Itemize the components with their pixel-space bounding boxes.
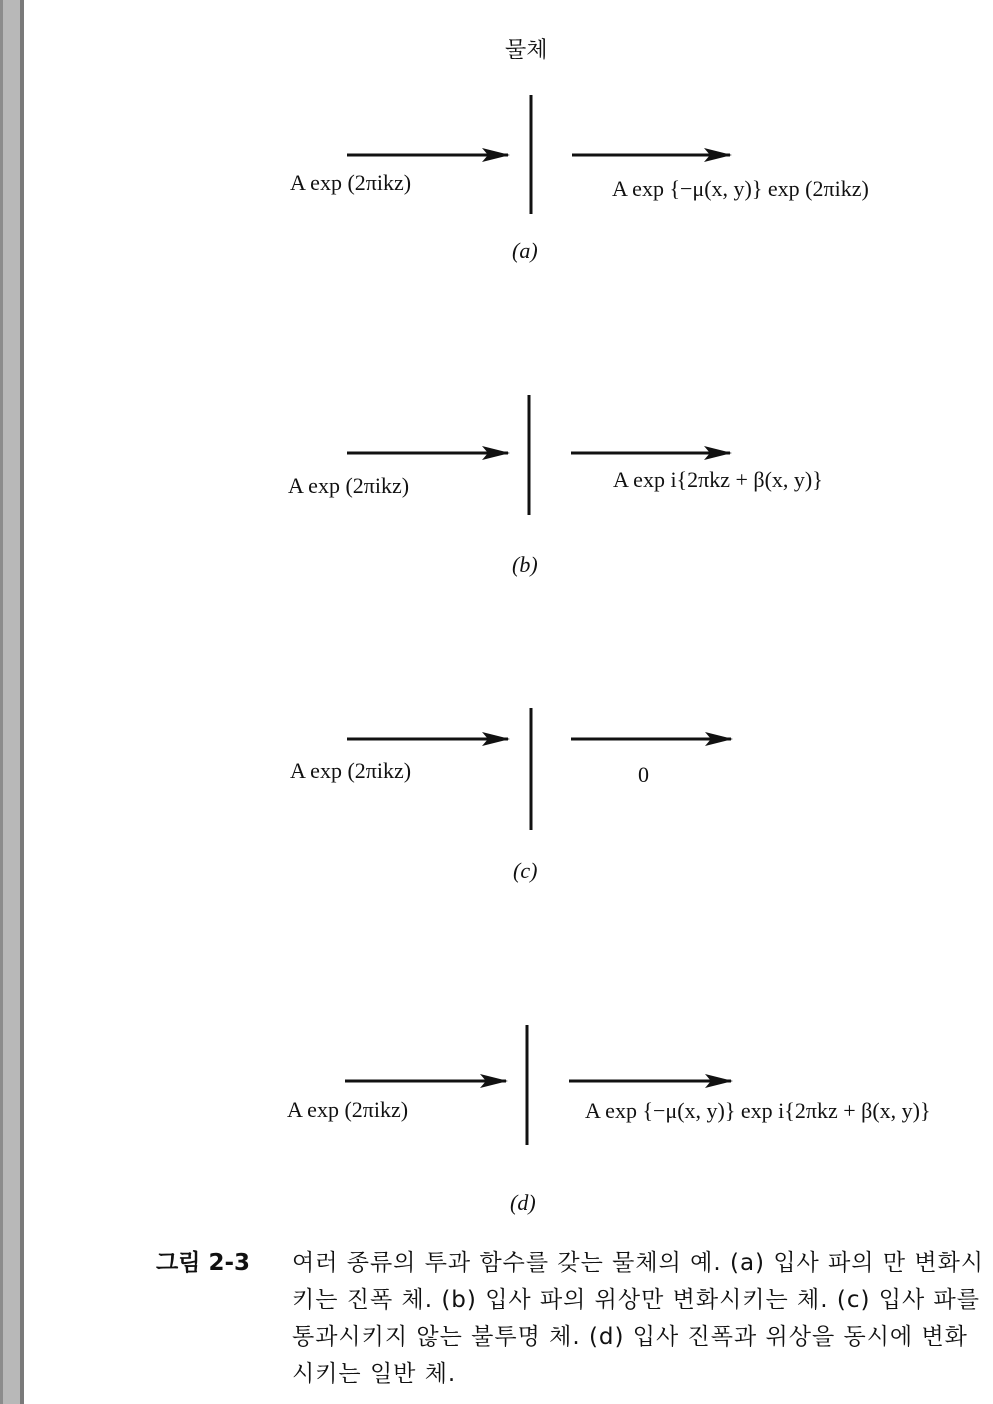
output-wave-label-b: A exp i{2πkz + β(x, y)}	[613, 467, 823, 492]
input-wave-label-a: A exp (2πikz)	[290, 170, 412, 195]
panel-d	[345, 1025, 731, 1145]
panel-tag-a: (a)	[512, 238, 538, 263]
input-wave-label-c: A exp (2πikz)	[290, 758, 412, 783]
output-wave-label-c: 0	[638, 762, 649, 787]
panel-tag-d: (d)	[510, 1190, 536, 1215]
figure-number: 그림 2-3	[156, 1250, 250, 1276]
input-wave-label-d: A exp (2πikz)	[287, 1097, 409, 1122]
object-heading: 물체	[505, 38, 548, 63]
panel-tag-b: (b)	[512, 552, 538, 577]
panel-tag-c: (c)	[513, 858, 538, 883]
input-wave-label-b: A exp (2πikz)	[288, 473, 410, 498]
output-wave-label-d: A exp {−μ(x, y)} exp i{2πkz + β(x, y)}	[585, 1098, 931, 1123]
caption-text: 여러 종류의 투과 함수를 갖는 물체의 예. (a) 입사 파의 만 변화시키는 진폭 체. (b) 입사 파의 위상만 변화시키는 체. (c) 입사 파를 통과시키지 않는 불투명 체. (d) 입사 진폭과 위상을 동시에 변화시키는 일반 체.	[292, 1250, 985, 1387]
output-wave-label-a: A exp {−μ(x, y)} exp (2πikz)	[612, 176, 869, 201]
